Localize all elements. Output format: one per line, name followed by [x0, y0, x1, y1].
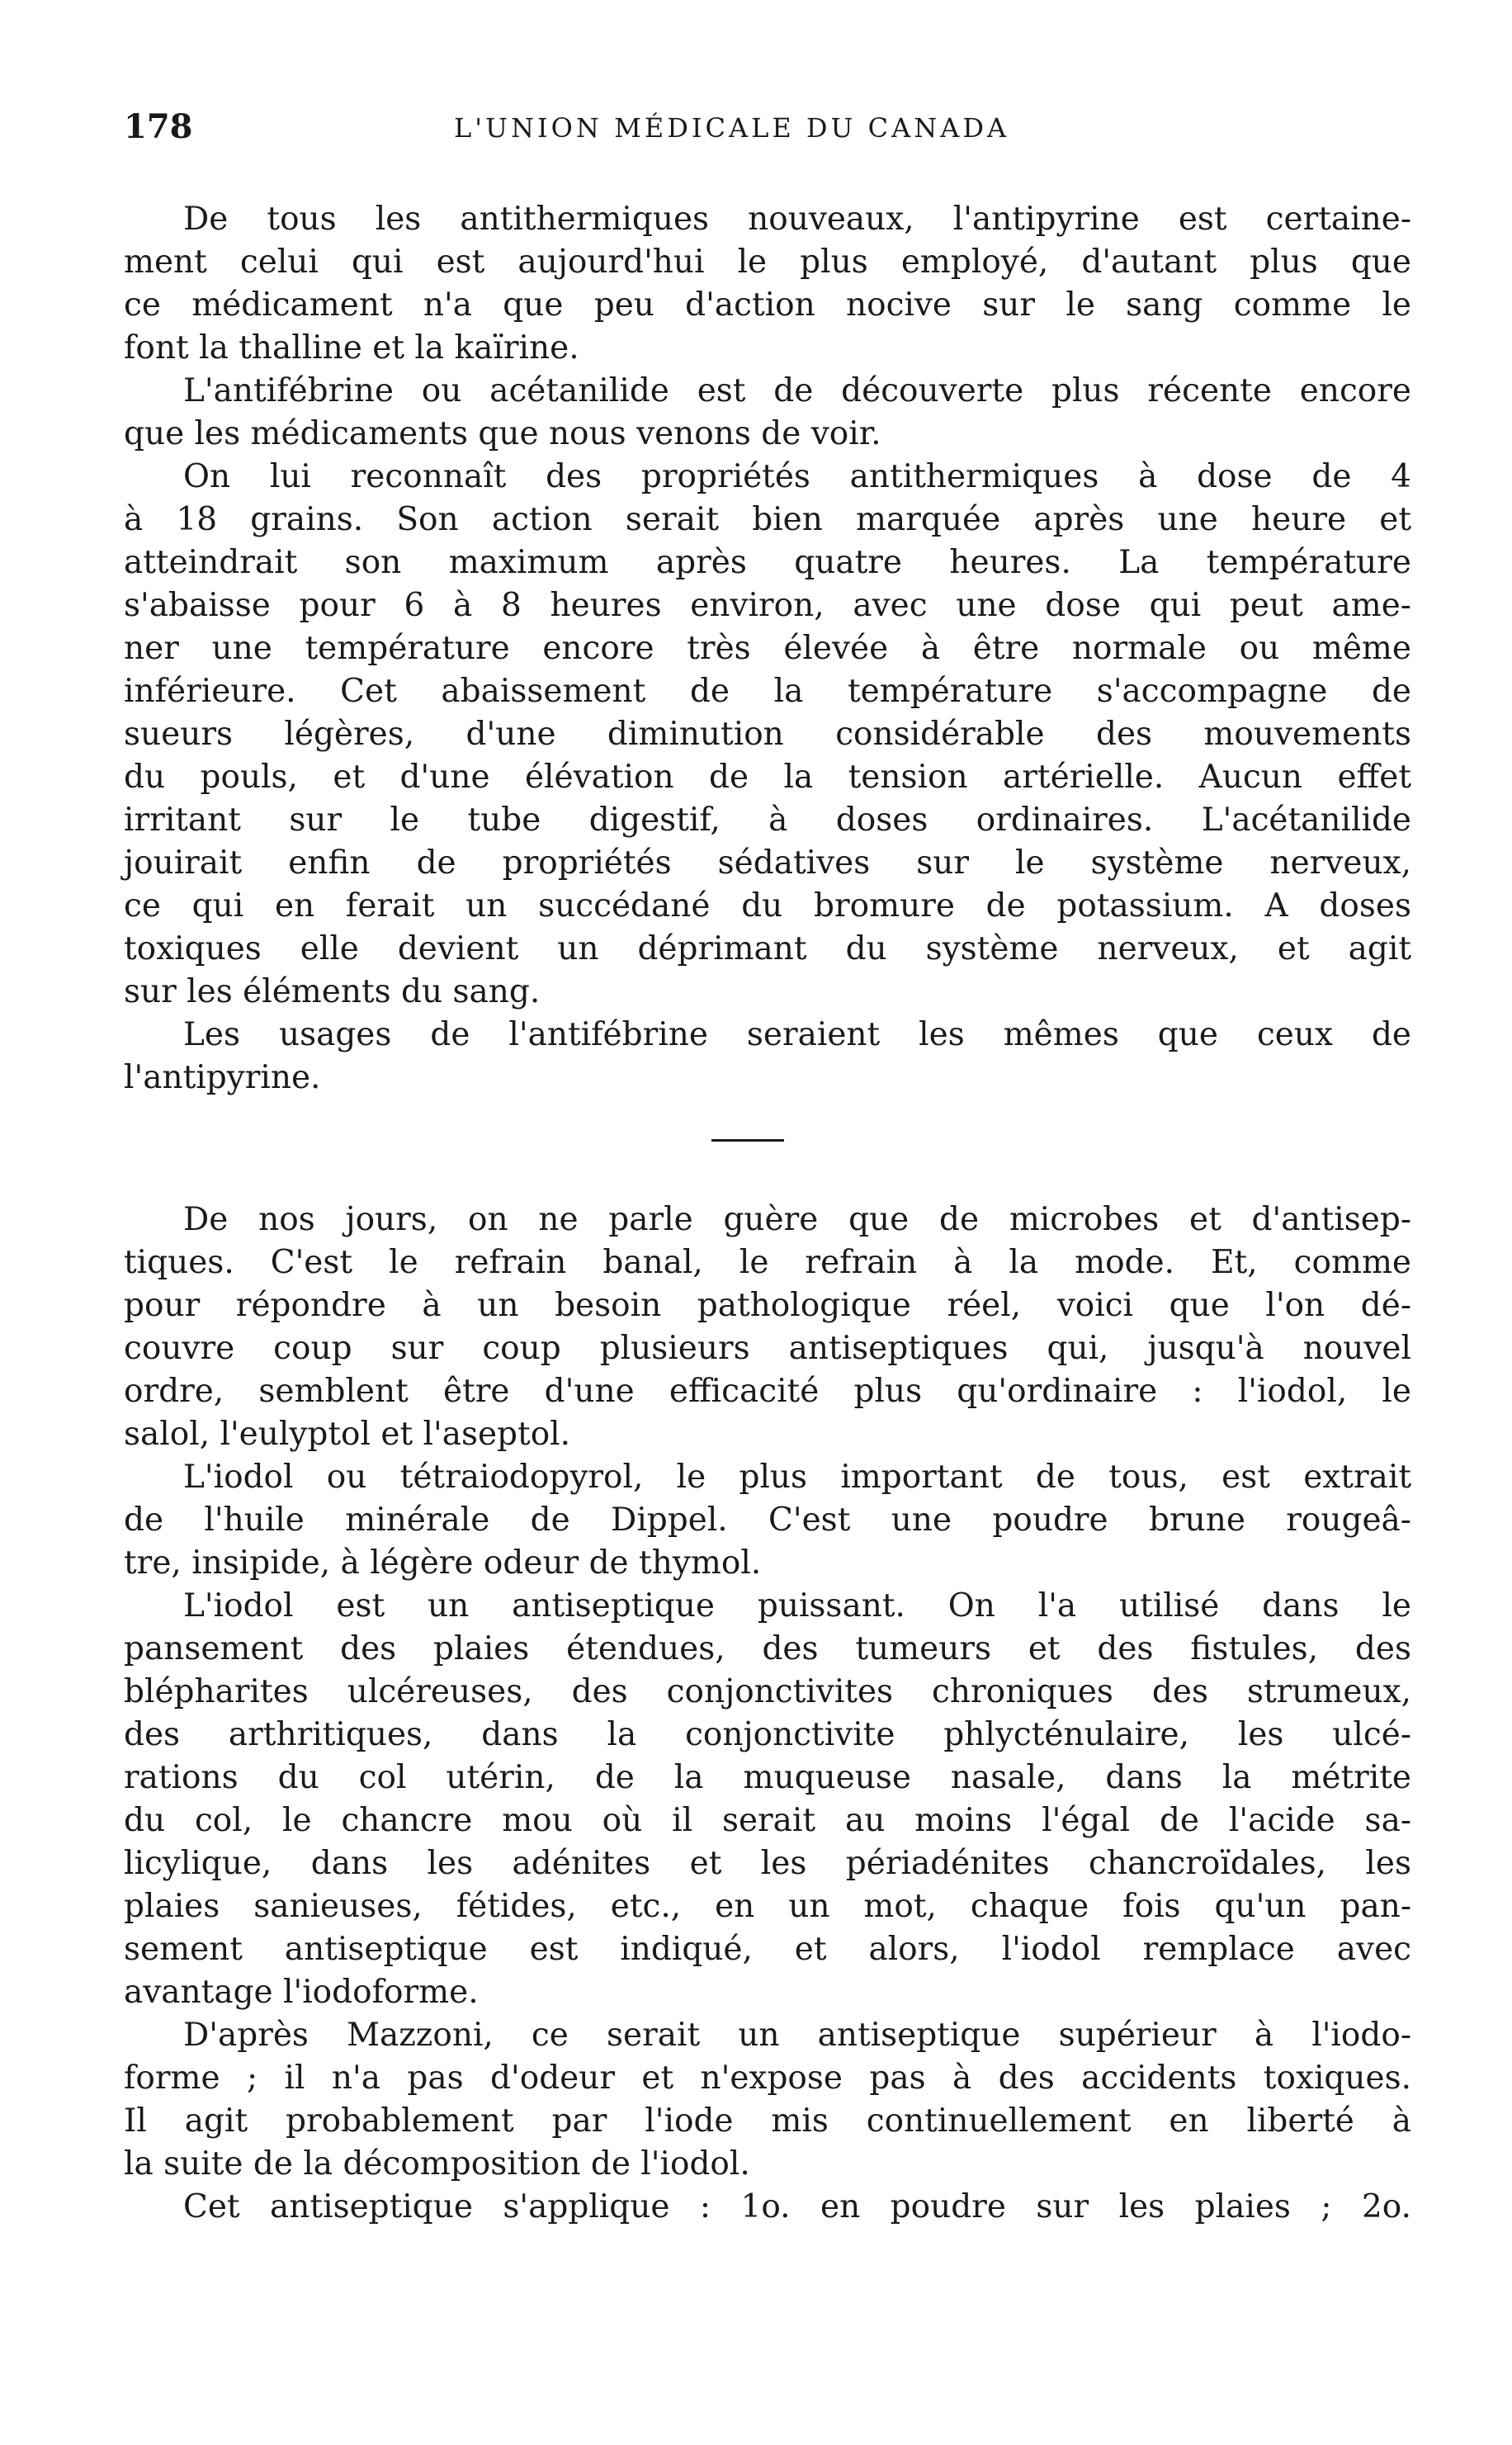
- text-line: tre, insipide, à légère odeur de thymol.: [124, 1544, 762, 1582]
- text-line: du pouls, et d'une élévation de la tension artérielle. Aucun effet: [124, 759, 1411, 796]
- text-line: l'antipyrine.: [124, 1059, 321, 1096]
- text-line: du col, le chancre mou où il serait au moins l'égal de l'acide sa-: [124, 1802, 1411, 1839]
- text-line: avantage l'iodoforme.: [124, 1974, 479, 2011]
- text-line: la suite de la décomposition de l'iodol.: [124, 2145, 750, 2183]
- text-line: blépharites ulcéreuses, des conjonctivites chroniques des strumeux,: [124, 1673, 1411, 1710]
- text-line: pour répondre à un besoin pathologique réel, voici que l'on dé-: [124, 1287, 1411, 1324]
- text-line: L'iodol ou tétraiodopyrol, le plus important de tous, est extrait: [183, 1459, 1411, 1496]
- text-line: Il agit probablement par l'iode mis continuellement en liberté à: [124, 2102, 1411, 2140]
- text-line: à 18 grains. Son action serait bien marquée après une heure et: [124, 501, 1411, 538]
- running-title: L'UNION MÉDICALE DU CANADA: [454, 112, 1010, 144]
- text-line: D'après Mazzoni, ce serait un antiseptique supérieur à l'iodo-: [183, 2017, 1411, 2054]
- text-line: toxiques elle devient un déprimant du système nerveux, et agit: [124, 930, 1411, 967]
- text-line: rations du col utérin, de la muqueuse nasale, dans la métrite: [124, 1759, 1411, 1796]
- text-line: sement antiseptique est indiqué, et alors, l'iodol remplace avec: [124, 1931, 1411, 1968]
- text-line: inférieure. Cet abaissement de la température s'accompagne de: [124, 673, 1411, 710]
- text-line: L'antifébrine ou acétanilide est de découverte plus récente encore: [183, 372, 1411, 409]
- text-line: de l'huile minérale de Dippel. C'est une poudre brune rougeâ-: [124, 1502, 1411, 1539]
- text-line: ner une température encore très élevée à être normale ou même: [124, 630, 1411, 667]
- text-line: De nos jours, on ne parle guère que de microbes et d'antisep-: [183, 1201, 1411, 1238]
- text-line: que les médicaments que nous venons de voir.: [124, 415, 881, 452]
- text-line: sueurs légères, d'une diminution considérable des mouvements: [124, 716, 1411, 753]
- text-line: des arthritiques, dans la conjonctivite phlycténulaire, les ulcé-: [124, 1716, 1411, 1753]
- page-header: [124, 107, 1411, 157]
- text-line: tiques. C'est le refrain banal, le refrain à la mode. Et, comme: [124, 1244, 1411, 1281]
- text-line: Les usages de l'antifébrine seraient les mêmes que ceux de: [183, 1016, 1411, 1053]
- text-line: On lui reconnaît des propriétés antithermiques à dose de 4: [183, 458, 1411, 495]
- text-line: Cet antiseptique s'applique : 1o. en poudre sur les plaies ; 2o.: [183, 2188, 1411, 2225]
- text-line: salol, l'eulyptol et l'aseptol.: [124, 1416, 571, 1453]
- page-number: 178: [124, 107, 193, 146]
- text-line: atteindrait son maximum après quatre heures. La température: [124, 544, 1411, 581]
- text-line: irritant sur le tube digestif, à doses ordinaires. L'acétanilide: [124, 802, 1411, 839]
- text-line: pansement des plaies étendues, des tumeurs et des fistules, des: [124, 1630, 1411, 1667]
- text-line: couvre coup sur coup plusieurs antiseptiques qui, jusqu'à nouvel: [124, 1330, 1411, 1367]
- text-line: forme ; il n'a pas d'odeur et n'expose pas à des accidents toxiques.: [124, 2060, 1411, 2097]
- text-line: ordre, semblent être d'une efficacité plus qu'ordinaire : l'iodol, le: [124, 1373, 1411, 1410]
- text-line: De tous les antithermiques nouveaux, l'antipyrine est certaine-: [183, 201, 1411, 238]
- text-line: ce qui en ferait un succédané du bromure de potassium. A doses: [124, 887, 1411, 925]
- section-divider: [711, 1139, 784, 1142]
- text-line: ce médicament n'a que peu d'action nocive sur le sang comme le: [124, 286, 1411, 324]
- text-line: plaies sanieuses, fétides, etc., en un mot, chaque fois qu'un pan-: [124, 1888, 1411, 1925]
- section-antifebrine: [124, 198, 1411, 1100]
- text-line: licylique, dans les adénites et les périadénites chancroïdales, les: [124, 1845, 1411, 1882]
- text-line: jouirait enfin de propriétés sédatives sur le système nerveux,: [124, 844, 1411, 882]
- text-line: sur les éléments du sang.: [124, 973, 541, 1010]
- section-antiseptiques: [124, 1199, 1411, 2229]
- text-line: s'abaisse pour 6 à 8 heures environ, avec une dose qui peut ame-: [124, 587, 1411, 624]
- text-line: L'iodol est un antiseptique puissant. On l'a utilisé dans le: [183, 1587, 1411, 1624]
- text-line: ment celui qui est aujourd'hui le plus employé, d'autant plus que: [124, 244, 1411, 281]
- text-line: font la thalline et la kaïrine.: [124, 329, 579, 367]
